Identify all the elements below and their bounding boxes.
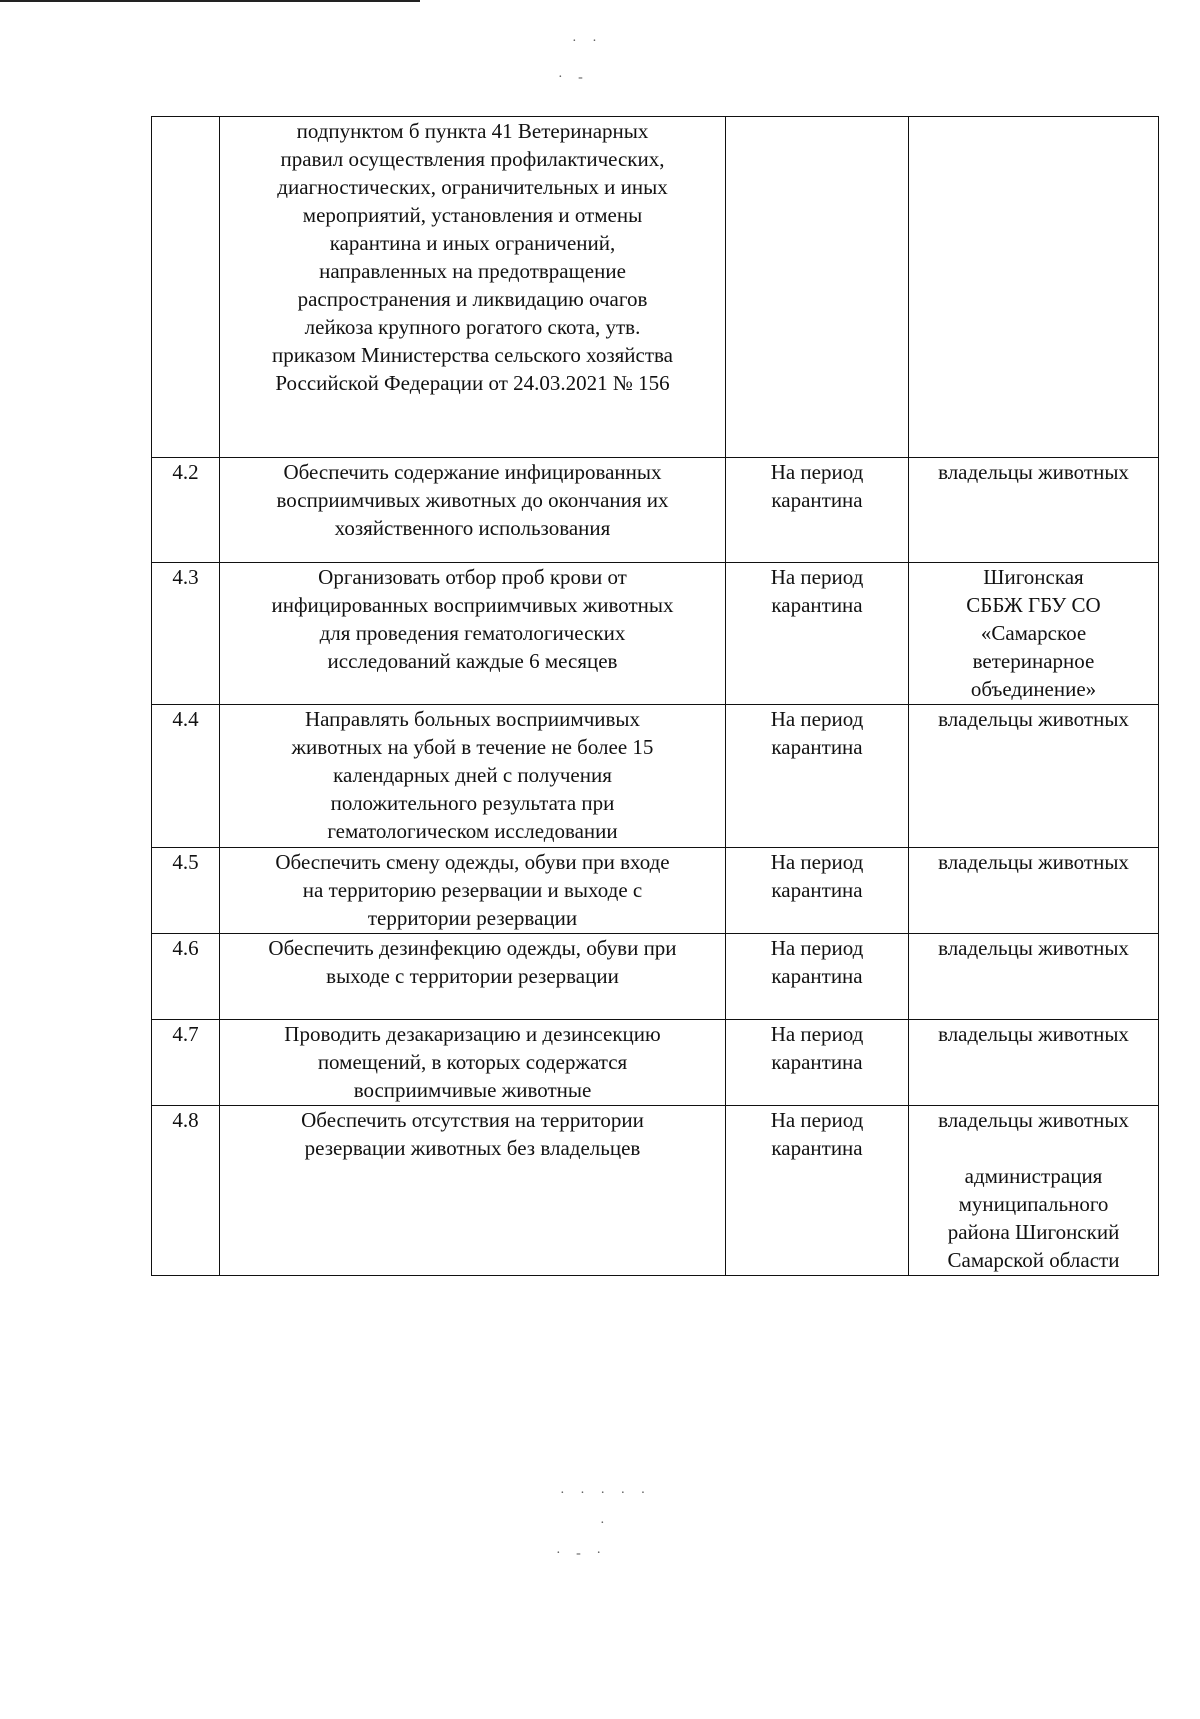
period-text: На период карантина (726, 1020, 909, 1106)
table-row (152, 1020, 1159, 1106)
row-number: 4.2 (152, 458, 220, 563)
table-row (152, 458, 1159, 563)
scan-speck: · · · · · (560, 1486, 652, 1501)
row-number: 4.5 (152, 848, 220, 934)
task-text: Организовать отбор проб крови от инфицированных восприимчивых животных для проведения гематологических исследований каждые 6 месяцев (220, 563, 726, 705)
task-text: Обеспечить содержание инфицированных восприимчивых животных до окончания их хозяйственного использования (220, 458, 726, 563)
row-number: 4.8 (152, 1106, 220, 1276)
table-row (152, 117, 1159, 458)
scan-speck: · - · (556, 1546, 607, 1561)
task-text: Обеспечить отсутствия на территории резервации животных без владельцев (220, 1106, 726, 1276)
period-text: На период карантина (726, 934, 909, 1020)
row-number (152, 117, 220, 458)
row-number: 4.3 (152, 563, 220, 705)
task-text: подпунктом б пункта 41 Ветеринарных правил осуществления профилактических, диагностических, ограничительных и иных мероприятий, установления и отмены карантина и иных ограничений, направленных на предотвращение распространения и ликвидацию очагов лейкоза крупного рогатого скота, утв. приказом Министерства сельского хозяйства Российской Федерации от 24.03.2021 № 156 (220, 117, 726, 458)
row-number: 4.6 (152, 934, 220, 1020)
responsible-cell (909, 1106, 1159, 1276)
responsible-text: владельцы животных (909, 705, 1159, 848)
responsible-text: владельцы животных (909, 1020, 1159, 1106)
period-text: На период карантина (726, 458, 909, 563)
period-text: На период карантина (726, 848, 909, 934)
responsible-extra-text: администрация муниципального района Шигонский Самарской области (947, 1164, 1120, 1272)
row-number: 4.4 (152, 705, 220, 848)
responsible-text: владельцы животных (909, 458, 1159, 563)
table-row (152, 848, 1159, 934)
period-text: На период карантина (726, 563, 909, 705)
task-text: Проводить дезакаризацию и дезинсекцию помещений, в которых содержатся восприимчивые животные (220, 1020, 726, 1106)
table-row (152, 1106, 1159, 1276)
row-number: 4.7 (152, 1020, 220, 1106)
measures-table (151, 116, 1159, 1276)
responsible-text: владельцы животных (909, 848, 1159, 934)
scan-speck: · - (558, 70, 589, 85)
scan-speck: · · (572, 34, 603, 49)
responsible-text: владельцы животных (909, 934, 1159, 1020)
responsible-text: владельцы животных (938, 1108, 1129, 1132)
table-row (152, 934, 1159, 1020)
task-text: Направлять больных восприимчивых животных на убой в течение не более 15 календарных дней с получения положительного результата при гематологическом исследовании (220, 705, 726, 848)
table-row (152, 563, 1159, 705)
line-gap (913, 1134, 1154, 1162)
task-text: Обеспечить дезинфекцию одежды, обуви при выходе с территории резервации (220, 934, 726, 1020)
task-text: Обеспечить смену одежды, обуви при входе на территорию резервации и выходе с территории резервации (220, 848, 726, 934)
period-text: На период карантина (726, 1106, 909, 1276)
scan-edge-line (0, 0, 420, 2)
period-text: На период карантина (726, 705, 909, 848)
responsible-text (909, 117, 1159, 458)
scan-speck: · (600, 1516, 611, 1531)
responsible-text: Шигонская СББЖ ГБУ СО «Самарское ветеринарное объединение» (909, 563, 1159, 705)
table-row (152, 705, 1159, 848)
period-text (726, 117, 909, 458)
